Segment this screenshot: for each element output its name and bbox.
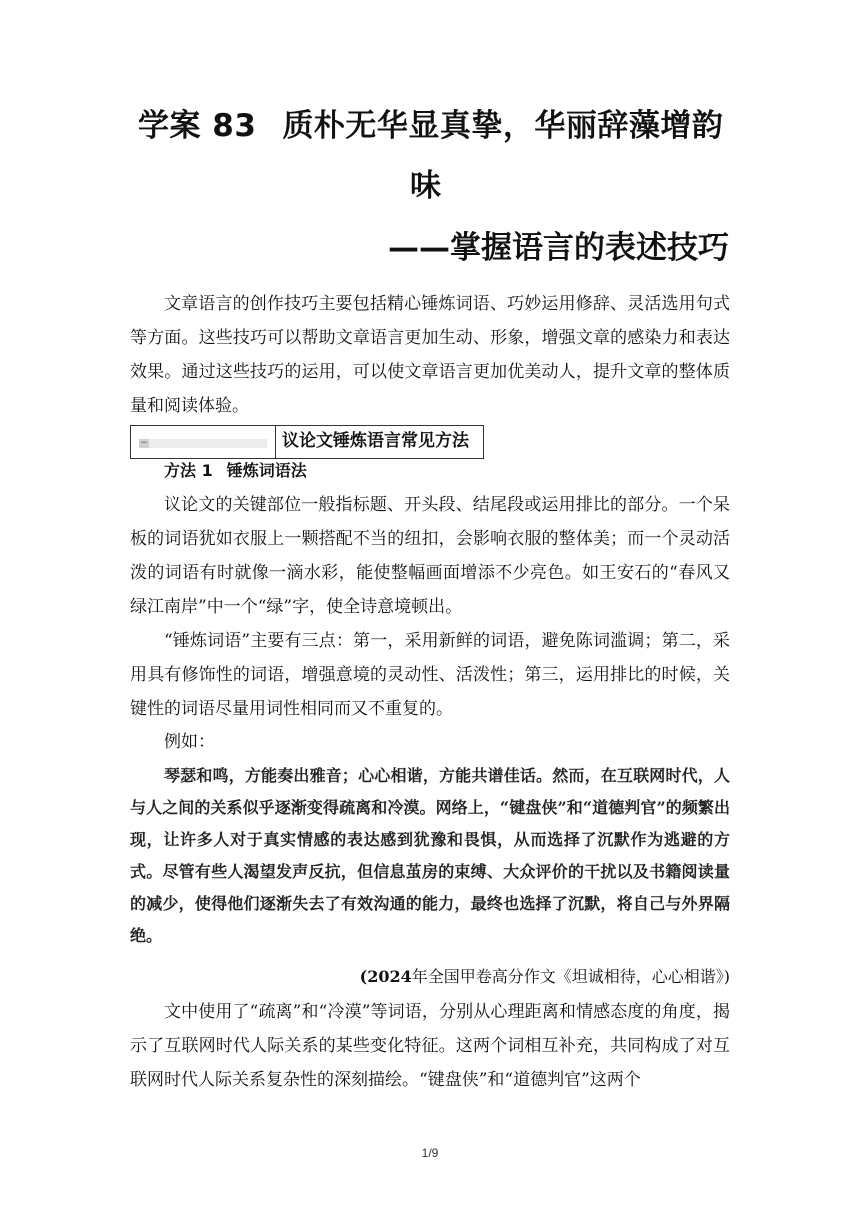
section-heading: 议论文锤炼语言常见方法 [282, 431, 469, 451]
page-subtitle: ——掌握语言的表述技巧 [388, 230, 729, 266]
section-header-box [130, 425, 484, 459]
example-quote: 琴瑟和鸣，方能奏出雅音；心心相谐，方能共谱佳话。然而，在互联网时代，人与人之间的关系似乎逐渐变得疏离和冷漠。网络上，“键盘侠”和“道德判官”的频繁出现，让许多人对于真实情感的表达感到犹豫和畏惧，从而选择了沉默作为逃避的方式。尽管有些人渴望发声反抗，但信息茧房的束缚、大众评价的干扰以及书籍阅读量的减少，使得他们逐渐失去了有效沟通的能力，最终也选择了沉默，将自己与外界隔绝。 [130, 766, 730, 945]
section-progress-bar [139, 439, 267, 448]
example-label: 例如： [164, 732, 215, 752]
source-title: 年全国甲卷高分作文《坦诚相待，心心相谐》) [411, 967, 730, 986]
section-collapse-control[interactable] [131, 426, 276, 458]
body-paragraph-3: 文中使用了“疏离”和“冷漠”等词语，分别从心理距离和情感态度的角度，揭示了互联网时代人际关系的某些变化特征。这两个词相互补充，共同构成了对互联网时代人际关系复杂性的深刻描绘。“键盘侠”和“道德判官”这两个 [130, 1002, 730, 1090]
method-name: 锤炼词语法 [226, 461, 307, 480]
title-main-line2: 味 [410, 168, 441, 204]
source-year: (2024 [359, 967, 412, 986]
intro-paragraph: 文章语言的创作技巧主要包括精心锤炼词语、巧妙运用修辞、灵活选用句式等方面。这些技巧可以帮助文章语言更加生动、形象，增强文章的感染力和表达效果。通过这些技巧的运用，可以使文章语言更加优美动人，提升文章的整体质量和阅读体验。 [130, 294, 730, 416]
collapse-minus-icon[interactable]: − [140, 438, 148, 448]
body-paragraph-1: 议论文的关键部位一般指标题、开头段、结尾段或运用排比的部分。一个呆板的词语犹如衣服上一颗搭配不当的纽扣，会影响衣服的整体美；而一个灵动活泼的词语有时就像一滴水彩，能使整幅画面增添不少亮色。如王安石的“春风又绿江南岸”中一个“绿”字，使全诗意境顿出。 [130, 495, 730, 617]
method-label: 方法 1 [164, 461, 213, 480]
body-paragraph-2: “锤炼词语”主要有三点：第一，采用新鲜的词语，避免陈词滥调；第二，采用具有修饰性的词语，增强意境的灵动性、活泼性；第三，运用排比的时候，关键性的词语尽量用词性相同而又不重复的。 [130, 631, 730, 719]
title-main-line1: 质朴无华显真挚，华丽辞藻增韵 [282, 108, 724, 144]
page-number: 1/9 [421, 1146, 439, 1160]
lesson-number: 学案 83 [138, 108, 257, 144]
quote-source [360, 962, 730, 992]
page-title [138, 104, 738, 148]
method-heading [164, 456, 307, 486]
